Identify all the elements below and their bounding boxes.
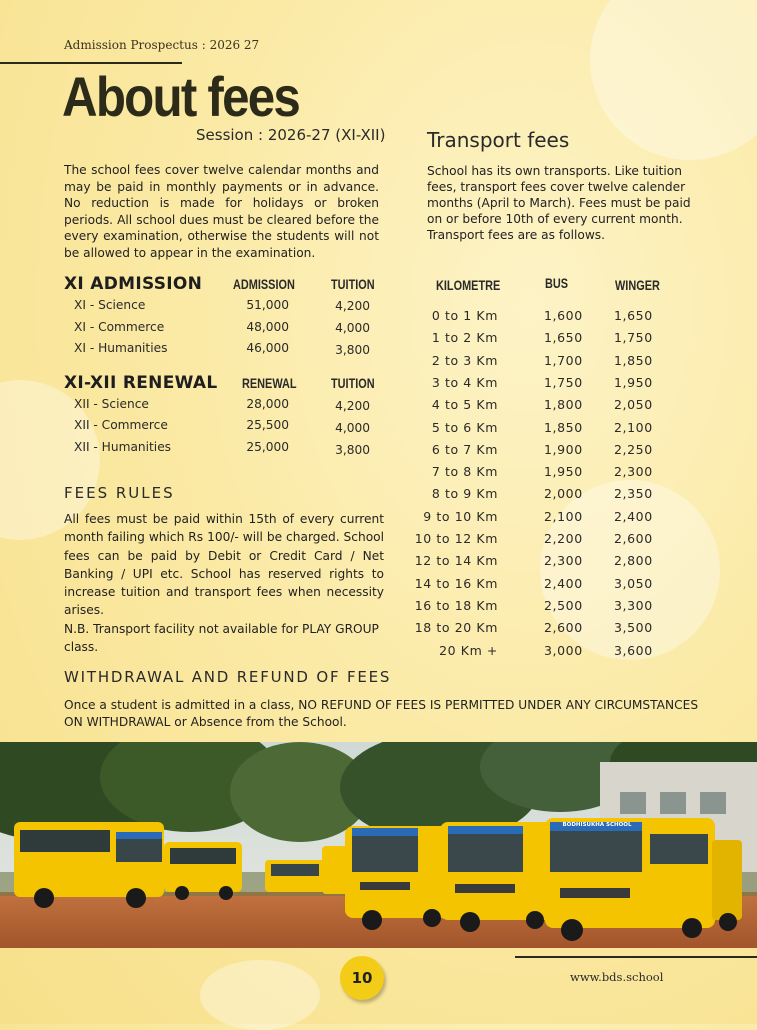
transport-distance: 2 to 3 Km <box>431 353 498 368</box>
admission-row-label: XI - Humanities <box>74 341 168 355</box>
bus-fee: 1,700 <box>544 353 583 368</box>
tuition-column-header: TUITION <box>331 276 375 292</box>
transport-distance: 4 to 5 Km <box>431 397 498 412</box>
bus-sign-text: BODHISUKHA SCHOOL <box>562 822 632 828</box>
admission-row-label: XI - Science <box>74 298 146 312</box>
bus-fee: 1,900 <box>544 442 583 457</box>
winger-fee: 3,050 <box>614 576 653 591</box>
website-link[interactable]: www.bds.school <box>570 970 664 984</box>
tuition-column-header: TUITION <box>331 375 375 391</box>
renewal-column-header: RENEWAL <box>242 375 297 391</box>
renewal-row-label: XII - Commerce <box>74 418 168 432</box>
transport-distance: 5 to 6 Km <box>431 420 498 435</box>
school-bus-photo <box>0 742 757 948</box>
renewal-row-fee: 28,000 <box>246 397 289 411</box>
winger-fee: 3,500 <box>614 620 653 635</box>
session-label: Session : 2026-27 (XI-XII) <box>196 126 386 144</box>
transport-distance: 10 to 12 Km <box>414 531 498 546</box>
prospectus-header: Admission Prospectus : 2026 27 <box>64 38 260 52</box>
bus-fee: 1,600 <box>544 308 583 323</box>
admission-row-tuition: 4,000 <box>335 321 370 335</box>
bus-fee: 1,650 <box>544 330 583 345</box>
bus-fee: 2,400 <box>544 576 583 591</box>
admission-column-header: ADMISSION <box>233 276 295 292</box>
bus-fee: 1,750 <box>544 375 583 390</box>
winger-fee: 2,400 <box>614 509 653 524</box>
admission-row-fee: 51,000 <box>246 298 289 312</box>
fees-rules-paragraph: All fees must be paid within 15th of every current month failing which Rs 100/- will be charged. School fees can be paid by Debit or Credit Card / Net Banking / UPI etc. School has reserved rights to increase tuition and transport fees when necessity arises. <box>64 512 384 618</box>
winger-fee: 2,250 <box>614 442 653 457</box>
transport-distance: 16 to 18 Km <box>414 598 498 613</box>
transport-distance: 9 to 10 Km <box>423 509 498 524</box>
fees-rules-title: FEES RULES <box>64 484 175 502</box>
withdrawal-paragraph: Once a student is admitted in a class, NO REFUND OF FEES IS PERMITTED UNDER ANY CIRCUMSTANCES ON WITHDRAWAL or Absence from the School. <box>64 698 699 729</box>
bus-fee: 2,200 <box>544 531 583 546</box>
winger-fee: 1,950 <box>614 375 653 390</box>
winger-fee: 1,750 <box>614 330 653 345</box>
winger-fee: 2,100 <box>614 420 653 435</box>
admission-table-title: XI ADMISSION <box>64 274 203 294</box>
winger-fee: 2,050 <box>614 397 653 412</box>
bus-column-header: BUS <box>545 275 569 291</box>
bokeh-decoration <box>200 960 320 1030</box>
withdrawal-title: WITHDRAWAL AND REFUND OF FEES <box>64 668 392 686</box>
renewal-row-label: XII - Humanities <box>74 440 172 454</box>
winger-fee: 3,600 <box>614 643 653 658</box>
bus-fee: 2,300 <box>544 553 583 568</box>
winger-fee: 2,600 <box>614 531 653 546</box>
bus-fee: 2,500 <box>544 598 583 613</box>
transport-distance: 18 to 20 Km <box>414 620 498 635</box>
transport-distance: 14 to 16 Km <box>414 576 498 591</box>
renewal-row-label: XII - Science <box>74 397 149 411</box>
bokeh-decoration <box>590 0 757 160</box>
winger-fee: 3,300 <box>614 598 653 613</box>
bus-fee: 1,850 <box>544 420 583 435</box>
transport-intro-paragraph: School has its own transports. Like tuition fees, transport fees cover twelve calender months (April to March). Fees must be paid on or before 10th of every current month. Transport fees are as follows. <box>427 164 691 242</box>
winger-fee: 2,350 <box>614 486 653 501</box>
transport-distance: 3 to 4 Km <box>431 375 498 390</box>
renewal-row-tuition: 4,000 <box>335 421 370 435</box>
admission-row-tuition: 3,800 <box>335 343 370 357</box>
bus-fee: 2,000 <box>544 486 583 501</box>
renewal-row-fee: 25,000 <box>246 440 289 454</box>
kilometre-column-header: KILOMETRE <box>436 277 501 293</box>
transport-distance: 1 to 2 Km <box>431 330 498 345</box>
winger-fee: 1,850 <box>614 353 653 368</box>
bus-fee: 1,950 <box>544 464 583 479</box>
transport-distance: 20 Km + <box>439 643 498 658</box>
renewal-row-fee: 25,500 <box>246 418 289 432</box>
page-number-badge: 10 <box>340 956 384 1000</box>
bus-fee: 1,800 <box>544 397 583 412</box>
bus-fee: 2,100 <box>544 509 583 524</box>
transport-title: Transport fees <box>427 128 570 152</box>
winger-fee: 1,650 <box>614 308 653 323</box>
transport-distance: 6 to 7 Km <box>431 442 498 457</box>
winger-fee: 2,300 <box>614 464 653 479</box>
bus-illustration <box>0 742 757 948</box>
fees-intro-paragraph: The school fees cover twelve calendar months and may be paid in monthly payments or in advance. No reduction is made for holidays or broken periods. All school dues must be cleared before the every examination, otherwise the students will not be allowed to appear in the examination. <box>64 163 379 260</box>
transport-distance: 12 to 14 Km <box>414 553 498 568</box>
admission-row-fee: 48,000 <box>246 320 289 334</box>
winger-fee: 2,800 <box>614 553 653 568</box>
renewal-row-tuition: 4,200 <box>335 399 370 413</box>
admission-row-label: XI - Commerce <box>74 320 165 334</box>
bus-fee: 3,000 <box>544 643 583 658</box>
transport-distance: 0 to 1 Km <box>431 308 498 323</box>
bus-fee: 2,600 <box>544 620 583 635</box>
renewal-table-title: XI-XII RENEWAL <box>64 373 218 393</box>
winger-column-header: WINGER <box>615 277 660 293</box>
page-title: About fees <box>62 65 300 128</box>
footer-divider <box>515 956 757 958</box>
admission-row-tuition: 4,200 <box>335 299 370 313</box>
transport-distance: 8 to 9 Km <box>431 486 498 501</box>
transport-distance: 7 to 8 Km <box>431 464 498 479</box>
renewal-row-tuition: 3,800 <box>335 443 370 457</box>
admission-row-fee: 46,000 <box>246 341 289 355</box>
transport-note: N.B. Transport facility not available for PLAY GROUP class. <box>64 622 379 654</box>
